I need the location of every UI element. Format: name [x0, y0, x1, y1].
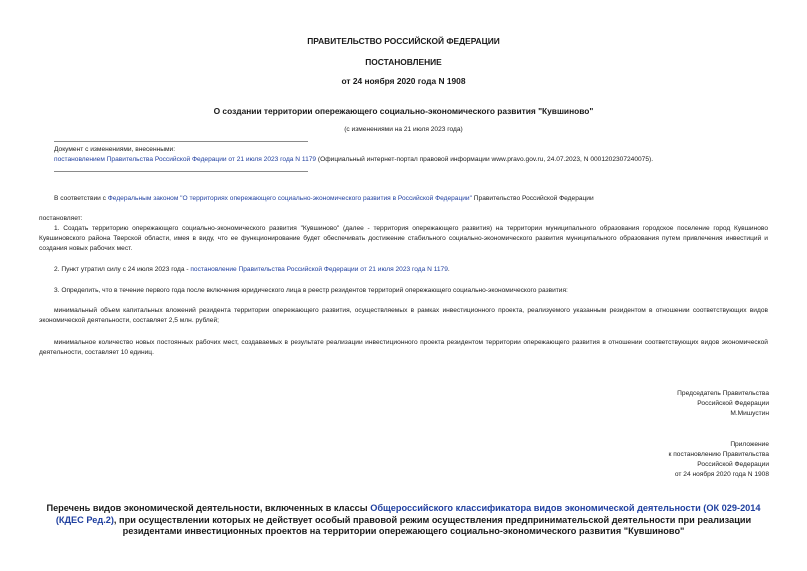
paragraph-2-suffix: . [447, 266, 450, 273]
divider-top [54, 141, 308, 142]
okved-link[interactable]: Общероссийского классификатора видов экономической деятельности (ОК 029-2014 (КДЕС Ред.2) [55, 503, 761, 525]
preamble [54, 194, 774, 204]
paragraph-2 [54, 265, 774, 275]
document-date-number: от 24 ноября 2020 года N 1908 [341, 76, 466, 86]
appendix-label: Приложение [730, 441, 769, 448]
appendix-org: Российской Федерации [697, 461, 769, 468]
paragraph-3-jobs: минимальное количество новых постоянных рабочих мест, создаваемых в результате реализации инвестиционного проекта резидентом территории опережающего развития в отношении соответствующих видов экономической деятельности, составляет 10 единиц. [39, 339, 768, 356]
appendix-block [669, 440, 770, 480]
paragraph-1: 1. Создать территорию опережающего социально-экономического развития "Кувшиново" (далее - территория опережающего развития) на территории муниципального образования городское поселение город Кувшиново Кувшиновского района Тверской области, имея в виду, что ее функционирование будет обеспечивать достижение стабильного социально-экономического развития муниципального образования путем привлечения инвестиций и создания новых рабочих мест. [39, 225, 768, 252]
document-type: ПОСТАНОВЛЕНИЕ [365, 57, 442, 67]
changes-source: (Официальный интернет-портал правовой информации www.pravo.gov.ru, 24.07.2023, N 0001202307240075). [316, 156, 654, 163]
decides-label: постановляет: [39, 215, 83, 222]
government-name: ПРАВИТЕЛЬСТВО РОССИЙСКОЙ ФЕДЕРАЦИИ [307, 36, 500, 46]
signature-org: Российской Федерации [697, 400, 769, 407]
list-heading-prefix: Перечень видов экономической деятельности, включенных в классы [46, 503, 371, 513]
list-heading-suffix: , при осуществлении которых не действует особый правовой режим осуществления предпринимательской деятельности при реализации резидентами инвестиционных проектов на территории опережающего социально-экономического развития "Кувшиново" [113, 514, 752, 536]
signature-name: М.Мишустин [730, 410, 769, 417]
divider-bottom [54, 171, 308, 172]
document-title: О создании территории опережающего социально-экономического развития "Кувшиново" [213, 106, 594, 116]
signature-block [677, 389, 769, 419]
changes-label: Документ с изменениями, внесенными: [54, 146, 176, 153]
amendment-link[interactable]: постановлением Правительства Российской Федерации от 21 июля 2023 года N 1179 [54, 156, 317, 163]
paragraph-3-investment: минимальный объем капитальных вложений резидента территории опережающего развития, осуществляемых в рамках инвестиционного проекта, реализуемого указанным резидентом в отношении соответствующих видов экономической деятельности, составляет 2,5 млн. рублей; [39, 307, 768, 324]
paragraph-2-prefix: 2. Пункт утратил силу с 24 июля 2023 года - [54, 266, 191, 273]
changes-line [54, 155, 774, 165]
appendix-ref: к постановлению Правительства [668, 451, 769, 458]
paragraph-3: 3. Определить, что в течение первого года после включения юридического лица в реестр резидентов территорий опережающего социально-экономического развития: [54, 287, 568, 294]
preamble-suffix: Правительство Российской Федерации [471, 195, 594, 202]
appendix-date: от 24 ноября 2020 года N 1908 [674, 471, 769, 478]
federal-law-link[interactable]: Федеральным законом "О территориях опережающего социально-экономического развития в Российской Федерации" [107, 195, 472, 202]
list-heading [38, 503, 769, 538]
repeal-link[interactable]: постановление Правительства Российской Федерации от 21 июля 2023 года N 1179 [190, 266, 448, 273]
signature-title: Председатель Правительства [677, 390, 769, 397]
amendment-note: (с изменениями на 21 июля 2023 года) [344, 126, 463, 133]
preamble-prefix: В соответствии с [54, 195, 108, 202]
